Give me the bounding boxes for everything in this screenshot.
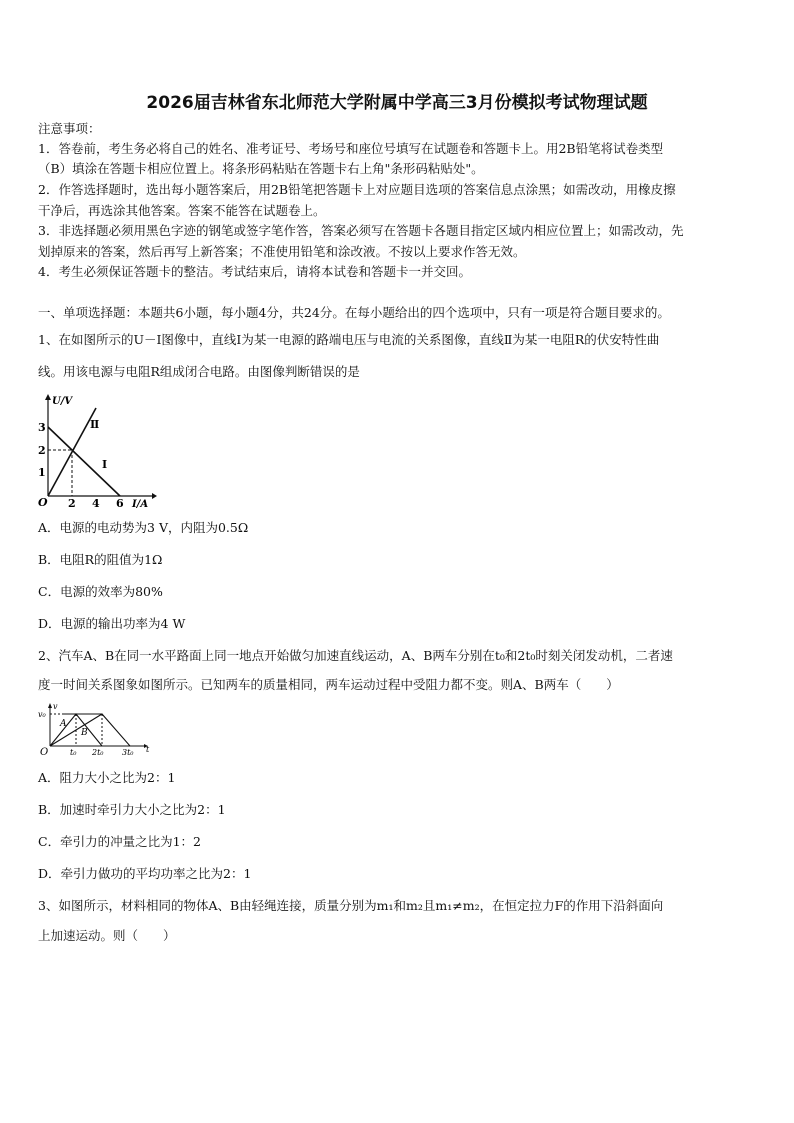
note-line: 3．非选择题必须用黑色字迹的钢笔或签字笔作答，答案必须写在答题卡各题目指定区域内相应位置上；如需改动，先 <box>38 223 684 238</box>
q1-option-b: B．电阻R的阻值为1Ω <box>38 552 163 567</box>
q1-option-c: C．电源的效率为80% <box>38 584 163 599</box>
q1-option-a: A．电源的电动势为3 V，内阻为0.5Ω <box>38 520 249 535</box>
line-label-two: Ⅱ <box>90 418 100 431</box>
x-tick-label: 3t₀ <box>122 748 134 757</box>
question-2-text: 2、汽车A、B在同一水平路面上同一地点开始做匀加速直线运动，A、B两车分别在t₀和2t₀时刻关闭发动机，二者速 <box>38 648 673 663</box>
x-tick-label: 2t₀ <box>92 748 104 757</box>
q1-ui-graph <box>34 392 159 508</box>
origin-label: O <box>38 496 48 508</box>
question-1-text: 1、在如图所示的U－I图像中，直线Ⅰ为某一电源的路端电压与电流的关系图像，直线Ⅱ为某一电阻R的伏安特性曲 <box>38 332 660 347</box>
question-2-text: 度一时间关系图象如图所示。已知两车的质量相同，两车运动过程中受阻力都不变。则A、B两车（ ） <box>38 677 619 692</box>
q2-option-b: B．加速时牵引力大小之比为2：1 <box>38 802 226 817</box>
x-axis-label: I/A <box>132 499 149 508</box>
note-line: 2．作答选择题时，选出每小题答案后，用2B铅笔把答题卡上对应题目选项的答案信息点涂黑；如需改动，用橡皮擦 <box>38 182 676 197</box>
x-tick-label: 4 <box>92 497 100 508</box>
y-tick-label: v₀ <box>38 710 46 719</box>
x-tick-label: 2 <box>68 497 76 508</box>
question-1-text: 线。用该电源与电阻R组成闭合电路。由图像判断错误的是 <box>38 364 360 379</box>
note-line: 划掉原来的答案，然后再写上新答案；不准使用铅笔和涂改液。不按以上要求作答无效。 <box>38 244 526 259</box>
y-axis-label: v <box>53 702 58 711</box>
page-title: 2026届吉林省东北师范大学附属中学高三3月份模拟考试物理试题 <box>146 93 648 113</box>
line-label-a: A <box>60 719 67 729</box>
question-3-text: 3、如图所示，材料相同的物体A、B由轻绳连接，质量分别为m₁和m₂且m₁≠m₂，在恒定拉力F的作用下沿斜面向 <box>38 898 664 913</box>
note-line: 1．答卷前，考生务必将自己的姓名、准考证号、考场号和座位号填写在试题卷和答题卡上。用2B铅笔将试卷类型 <box>38 141 664 156</box>
line-label-one: Ⅰ <box>102 458 108 471</box>
note-line: （B）填涂在答题卡相应位置上。将条形码粘贴在答题卡右上角"条形码粘贴处"。 <box>38 161 484 176</box>
question-3-text: 上加速运动。则（ ） <box>38 928 176 943</box>
line-label-b: B <box>81 728 88 738</box>
note-line: 干净后，再选涂其他答案。答案不能答在试题卷上。 <box>38 203 326 218</box>
q2-option-d: D．牵引力做功的平均功率之比为2：1 <box>38 866 252 881</box>
x-tick-label: 6 <box>116 497 124 508</box>
notes-heading: 注意事项： <box>38 121 101 136</box>
line-one <box>48 427 120 496</box>
y-tick-label: 3 <box>38 421 46 434</box>
origin-label: O <box>40 747 49 758</box>
y-tick-label: 2 <box>38 444 46 457</box>
q2-vt-graph <box>36 702 154 758</box>
section-heading: 一、单项选择题：本题共6小题，每小题4分，共24分。在每小题给出的四个选项中，只有一项是符合题目要求的。 <box>38 305 670 320</box>
q2-option-a: A．阻力大小之比为2：1 <box>38 770 176 785</box>
note-line: 4．考生必须保证答题卡的整洁。考试结束后，请将本试卷和答题卡一并交回。 <box>38 264 471 279</box>
q1-option-d: D．电源的输出功率为4 W <box>38 616 186 631</box>
q2-option-c: C．牵引力的冲量之比为1：2 <box>38 834 201 849</box>
y-tick-label: 1 <box>38 466 46 479</box>
x-axis-label: t <box>146 745 150 754</box>
x-tick-label: t₀ <box>70 748 77 757</box>
y-axis-label: U/V <box>52 396 73 407</box>
